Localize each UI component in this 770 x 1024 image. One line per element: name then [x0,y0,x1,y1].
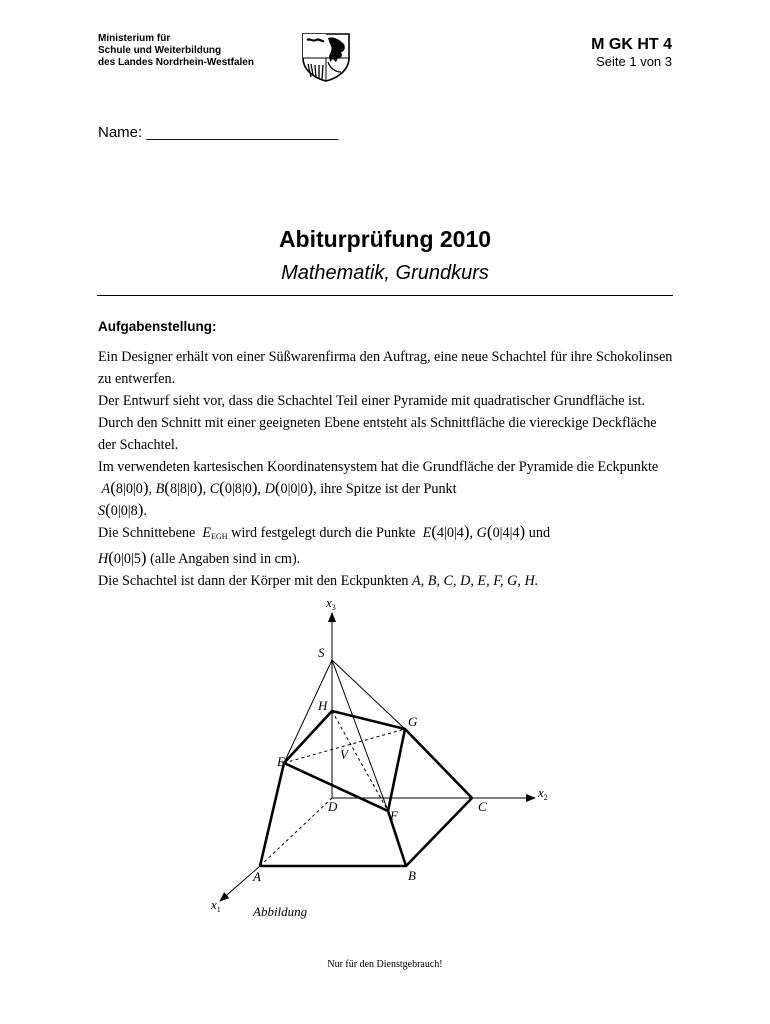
page-subtitle: Mathematik, Grundkurs [281,262,489,284]
nrw-coat-of-arms-icon [300,32,352,82]
p3-lead: Im verwendeten kartesischen Koordinatensystem hat die Grundfläche der Pyramide die Eckpunkte [98,459,659,475]
p5-points: A, B, C, D, E, F, G, H. [412,573,539,589]
task-paragraph-2: Der Entwurf sieht vor, dass die Schachtel Teil einer Pyramide mit quadratischer Grundfläche ist. Durch den Schnitt mit einer geeigneten Ebene entsteht als Schnittfläche die viereckige Deckfläche der Schachtel. [98,393,657,453]
box-outline [260,711,472,866]
label-d: D [328,799,338,814]
ministry-line-3: des Landes Nordrhein-Westfalen [98,57,254,68]
p4-and: und [528,525,551,541]
title-divider [97,295,673,296]
edge-s-g [332,660,405,729]
label-a: A [253,869,261,884]
label-h: H [318,698,328,713]
task-paragraph-5 [98,570,678,592]
task-heading: Aufgabenstellung: [98,319,217,334]
edge-a-d [260,798,332,866]
page-info: Seite 1 von 3 [596,54,672,69]
ministry-line-2: Schule und Weiterbildung [98,45,222,56]
label-x3: $x_3$ [326,595,336,612]
task-paragraph-1: Ein Designer erhält von einer Süßwarenfirma den Auftrag, eine neue Schachtel für ihre Schokolinsen zu entwerfen. [98,349,673,387]
exam-code-block [591,36,672,70]
point-d: D(0|0|0) [264,478,314,497]
point-g: G(0|4|4) [476,522,526,541]
point-b: B(8|8|0) [155,478,203,497]
page-title: Abiturprüfung 2010 [278,226,492,252]
exam-code: M GK HT 4 [591,36,672,53]
label-s: S [318,645,325,660]
point-e: E(4|0|4) [422,522,470,541]
figure-caption: Abbildung [253,904,308,919]
label-x1: $x_1$ [211,897,221,914]
point-s: S(0|0|8) [98,500,144,519]
p4-mid: wird festgelegt durch die Punkte [231,525,416,541]
plane-name: $E_{EGH}$ [202,525,228,541]
label-c: C [478,799,487,814]
ministry-name [98,33,298,69]
footer-note: Nur für den Dienstgebrauch! [327,959,443,970]
task-paragraph-4: Die Schnittebene $E_{EGH}$ wird festgelegt durch die Punkte E(4|0|4), G(0|4|4) und H(0|0|5) (alle Angaben sind in cm). [98,522,551,567]
label-f: F [390,808,398,823]
p3-mid: , ihre Spitze ist der Punkt [313,481,457,497]
label-g: G [408,714,418,729]
task-text [98,346,678,592]
ministry-line-1: Ministerium für [98,33,171,44]
name-field: Name: _______________________ [98,124,339,141]
pyramid-diagram [200,595,570,925]
pyramid-figure [200,595,570,925]
point-h: H(0|0|5) [98,548,147,567]
label-v: V [340,747,348,762]
p4-lead: Die Schnittebene [98,525,196,541]
p4-tail: (alle Angaben sind in cm). [150,551,301,567]
label-e: E [277,754,285,769]
label-b: B [408,868,416,883]
p5-lead: Die Schachtel ist dann der Körper mit den Eckpunkten [98,573,409,589]
label-x2: $x_2$ [538,785,548,802]
point-c: C(0|8|0) [209,478,258,497]
task-paragraph-3: Im verwendeten kartesischen Koordinatensystem hat die Grundfläche der Pyramide die Eckpunkte A(8|0|0), B(8|8|0), C(0|8|0), D(0|0|0), ihre Spitze ist der Punkt S(0|0|8). [98,459,659,519]
point-a: A(8|0|0) [101,478,149,497]
